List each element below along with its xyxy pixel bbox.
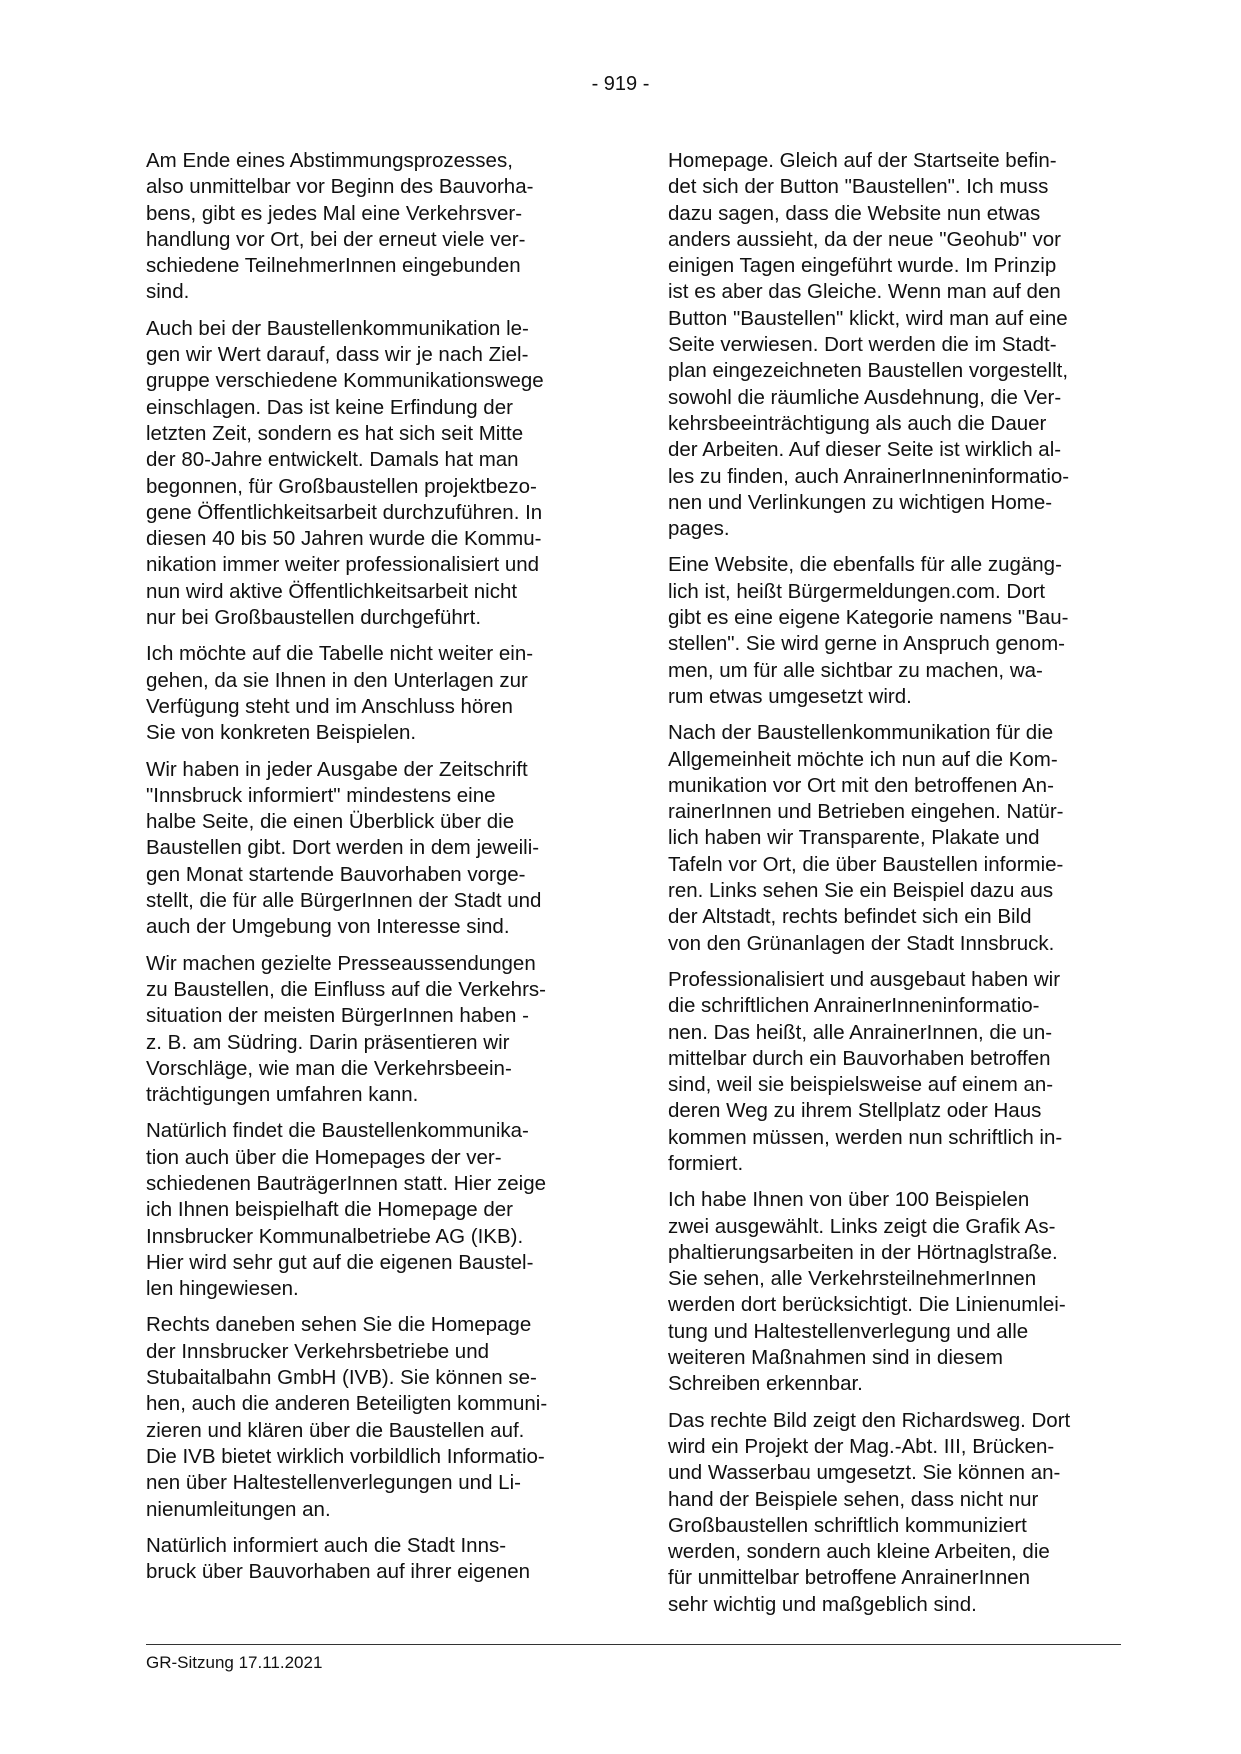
paragraph: Das rechte Bild zeigt den Richardsweg. Dort wird ein Projekt der Mag.-Abt. III, Brücken- und Wasserbau umgesetzt. Sie können an- hand der Beispiele sehen, dass nicht nur Großbaustellen schriftlich kommuniziert werden, sondern auch kleine Arbeiten, die für unmittelbar betroffene AnrainerInnen sehr wichtig und maßgeblich sind. — [668, 1408, 1071, 1616]
paragraph: Ich möchte auf die Tabelle nicht weiter ein- gehen, da sie Ihnen in den Unterlagen zur Verfügung steht und im Anschluss hören Sie von konkreten Beispielen. — [146, 642, 534, 745]
left-column — [146, 148, 596, 1595]
paragraph: Professionalisiert und ausgebaut haben wir die schriftlichen AnrainerInneninformatio- nen. Das heißt, alle AnrainerInnen, die un- mittelbar durch ein Bauvorhaben betroffen sind, weil sie beispielsweise auf einem an- deren Weg zu ihrem Stellplatz oder Haus kommen müssen, werden nun schriftlich in- formiert. — [668, 967, 1063, 1175]
paragraph: Rechts daneben sehen Sie die Homepage der Innsbrucker Verkehrsbetriebe und Stubaitalbahn GmbH (IVB). Sie können se- hen, auch die anderen Beteiligten kommuni- zieren und klären über die Baustellen auf. Die IVB bietet wirklich vorbildlich Informatio- nen über Haltestellenverlegungen und Li- nienumleitungen an. — [146, 1313, 548, 1521]
paragraph: Am Ende eines Abstimmungsprozesses, also unmittelbar vor Beginn des Bauvorha- bens, gibt es jedes Mal eine Verkehrsver- handlung vor Ort, bei der erneut viele ver- schiedene TeilnehmerInnen eingebunden sind. — [146, 149, 534, 304]
paragraph: Ich habe Ihnen von über 100 Beispielen zwei ausgewählt. Links zeigt die Grafik As- phaltierungsarbeiten in der Hörtnaglstraße. Sie sehen, alle VerkehrsteilnehmerInnen werden dort berücksichtigt. Die Linienumlei- tung und Haltestellenverlegung und alle weiteren Maßnahmen sind in diesem Schreiben erkennbar. — [668, 1188, 1066, 1396]
page-number: - 919 - — [591, 73, 650, 95]
right-column — [668, 148, 1120, 1628]
paragraph: Nach der Baustellenkommunikation für die Allgemeinheit möchte ich nun auf die Kom- munikation vor Ort mit den betroffenen An- rainerInnen und Betrieben eingehen. Natür- lich haben wir Transparente, Plakate und Tafeln vor Ort, die über Baustellen informie- ren. Links sehen Sie ein Beispiel dazu aus der Altstadt, rechts befindet sich ein Bild von den Grünanlagen der Stadt Innsbruck. — [668, 721, 1064, 955]
footer-divider — [146, 1644, 1121, 1645]
paragraph: Wir haben in jeder Ausgabe der Zeitschrift "Innsbruck informiert" mindestens eine halbe Seite, die einen Überblick über die Baustellen gibt. Dort werden in dem jeweili- gen Monat startende Bauvorhaben vorge- stellt, die für alle BürgerInnen der Stadt und auch der Umgebung von Interesse sind. — [146, 757, 542, 939]
paragraph: Natürlich findet die Baustellenkommunika- tion auch über die Homepages der ver- schiedenen BauträgerInnen statt. Hier zeige ich Ihnen beispielhaft die Homepage der Innsbrucker Kommunalbetriebe AG (IKB). Hier wird sehr gut auf die eigenen Baustel- len hingewiesen. — [146, 1119, 547, 1301]
paragraph: Eine Website, die ebenfalls für alle zugäng- lich ist, heißt Bürgermeldungen.com. Dort gibt es eine eigene Kategorie namens "Bau- stellen". Sie wird gerne in Anspruch genom- men, um für alle sichtbar zu machen, wa- rum etwas umgesetzt wird. — [668, 553, 1069, 708]
paragraph: Auch bei der Baustellenkommunikation le- gen wir Wert darauf, dass wir je nach Ziel- gruppe verschiedene Kommunikationswege einschlagen. Das ist keine Erfindung der letzten Zeit, sondern es hat sich seit Mitte der 80-Jahre entwickelt. Damals hat man begonnen, für Großbaustellen projektbezo- gene Öffentlichkeitsarbeit durchzuführen. In diesen 40 bis 50 Jahren wurde die Kommu- nikation immer weiter professionalisiert und nun wird aktive Öffentlichkeitsarbeit nicht nur bei Großbaustellen durchgeführt. — [146, 316, 544, 630]
footer-text: GR-Sitzung 17.11.2021 — [146, 1653, 323, 1672]
paragraph: Wir machen gezielte Presseaussendungen zu Baustellen, die Einfluss auf die Verkehrs- situation der meisten BürgerInnen haben - z. B. am Südring. Darin präsentieren wir Vorschläge, wie man die Verkehrsbeein- trächtigungen umfahren kann. — [146, 951, 546, 1107]
paragraph: Homepage. Gleich auf der Startseite befin- det sich der Button "Baustellen". Ich muss dazu sagen, dass die Website nun etwas anders aussieht, da der neue "Geohub" vor einigen Tagen eingeführt wurde. Im Prinzip ist es aber das Gleiche. Wenn man auf den Button "Baustellen" klickt, wird man auf eine Seite verwiesen. Dort werden die im Stadt- plan eingezeichneten Baustellen vorgestellt, sowohl die räumliche Ausdehnung, die Ver- kehrsbeeinträchtigung als auch die Dauer der Arbeiten. Auf dieser Seite ist wirklich al- les zu finden, auch AnrainerInneninformatio- nen und Verlinkungen zu wichtigen Home- pages. — [668, 149, 1070, 541]
paragraph: Natürlich informiert auch die Stadt Inns- bruck über Bauvorhaben auf ihrer eigenen — [146, 1533, 531, 1584]
